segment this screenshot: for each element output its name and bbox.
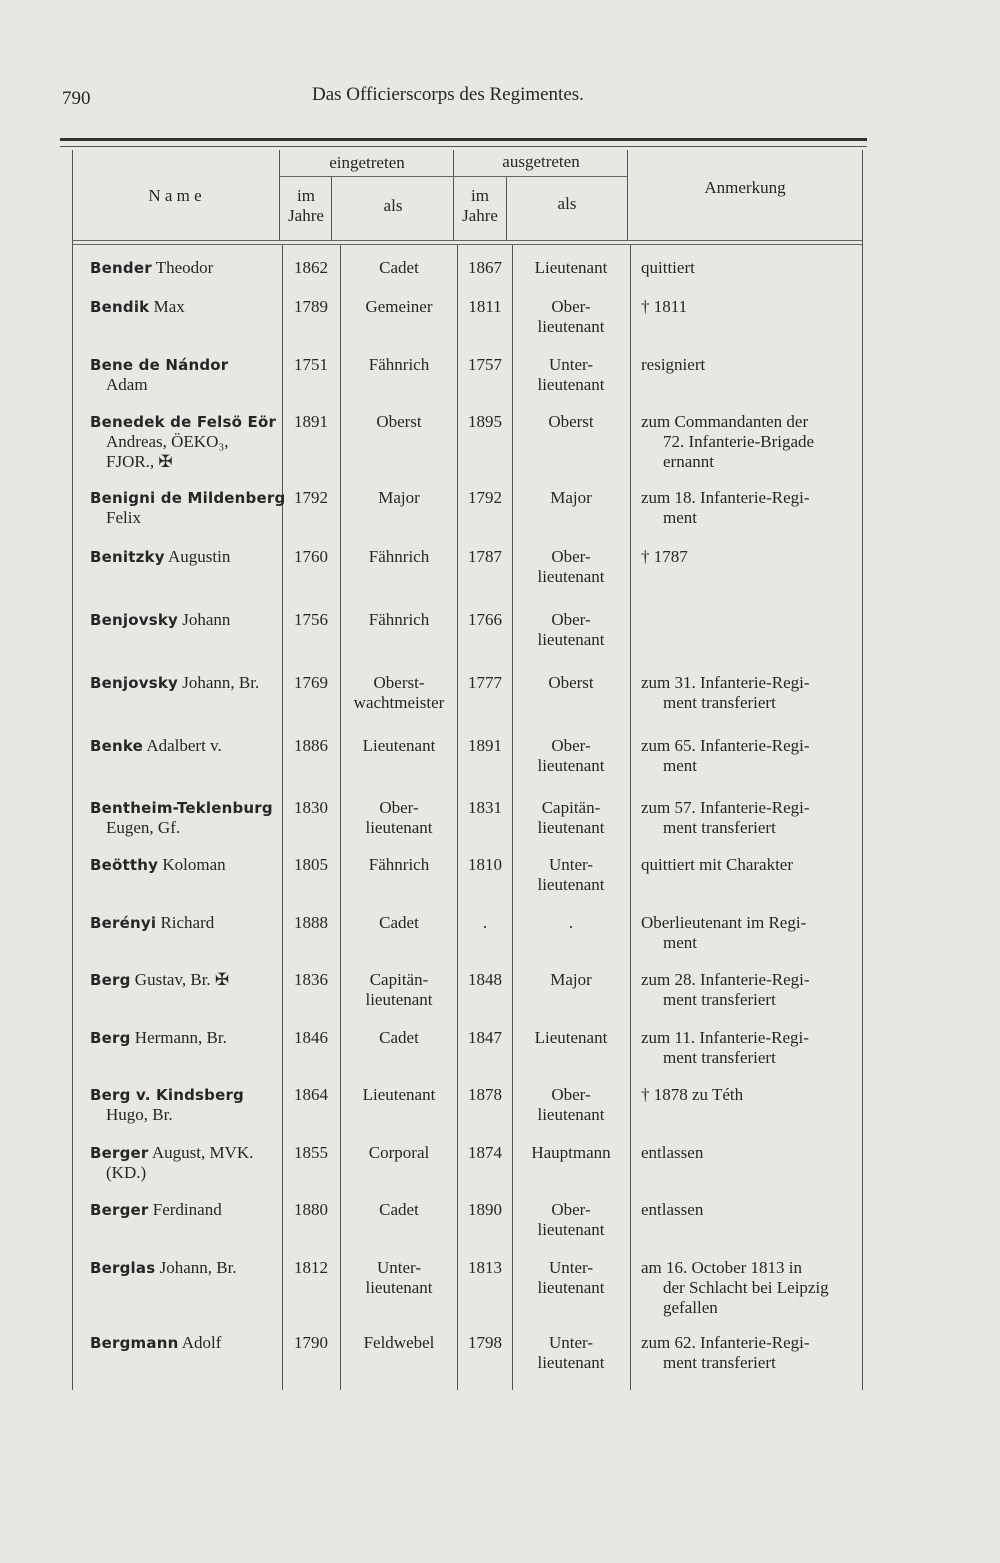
name-line <box>90 855 278 875</box>
surname: Berger <box>90 1201 149 1219</box>
given-name: Richard <box>156 913 215 932</box>
anmerkung-line: zum 18. Infanterie-Regi- <box>641 488 810 507</box>
anmerkung-line: ment transferiert <box>663 1353 776 1372</box>
aus-als-cell <box>513 798 629 838</box>
header-jahre: Jahre <box>462 206 498 225</box>
anmerkung-cell <box>641 355 861 375</box>
ein-als-cell <box>341 297 457 317</box>
ein-als-cell <box>341 1200 457 1220</box>
ein-als-line: Cadet <box>379 913 419 932</box>
ein-als-cell <box>341 488 457 508</box>
aus-jahr-cell: 1847 <box>468 1028 502 1047</box>
anmerkung-line: zum 57. Infanterie-Regi- <box>641 798 810 817</box>
anmerkung-line: gefallen <box>663 1298 718 1317</box>
given-name: Hermann, Br. <box>130 1028 227 1047</box>
name-line-3: FJOR., ✠ <box>106 452 173 471</box>
anmerkung-line: zum 31. Infanterie-Regi- <box>641 673 810 692</box>
anmerkung-cell <box>641 258 861 278</box>
top-rule-thick <box>60 138 867 141</box>
header-subrule <box>279 176 627 177</box>
surname: Berg v. Kindsberg <box>90 1086 244 1104</box>
name-line <box>90 970 278 990</box>
header-aus-als: als <box>557 194 577 213</box>
ein-jahr-cell: 1805 <box>294 855 328 874</box>
aus-als-line: Ober- <box>551 1085 591 1104</box>
anmerkung-cell <box>641 673 861 713</box>
aus-als-cell <box>513 547 629 587</box>
anmerkung-line: † 1811 <box>641 297 688 316</box>
ein-jahr-cell: 1830 <box>294 798 328 817</box>
aus-als-cell <box>513 412 629 432</box>
surname: Bender <box>90 259 152 277</box>
given-name: August, MVK. <box>148 1143 254 1162</box>
ein-als-line: Capitän- <box>369 970 429 989</box>
aus-als-line: Major <box>550 970 592 989</box>
aus-als-line: Ober- <box>551 610 591 629</box>
name-line <box>90 1333 278 1353</box>
anmerkung-line: † 1878 zu Téth <box>641 1085 744 1104</box>
name-cell <box>90 488 286 528</box>
anmerkung-line: ernannt <box>663 452 714 471</box>
surname: Benjovsky <box>90 611 178 629</box>
ein-als-line: lieutenant <box>365 1278 433 1297</box>
aus-als-line: lieutenant <box>537 875 605 894</box>
given-name: Ferdinand <box>148 1200 222 1219</box>
name-cell <box>90 297 278 317</box>
name-cell <box>90 913 278 933</box>
anmerkung-line: zum 62. Infanterie-Regi- <box>641 1333 810 1352</box>
ein-jahr-cell: 1886 <box>294 736 328 755</box>
aus-als-cell <box>513 610 629 650</box>
ein-als-cell <box>341 736 457 756</box>
surname: Berg <box>90 971 131 989</box>
ein-jahr-cell: 1880 <box>294 1200 328 1219</box>
name-line <box>90 913 278 933</box>
ein-jahr-cell: 1789 <box>294 297 328 316</box>
name-cell <box>90 736 278 756</box>
col-divider <box>630 244 631 1390</box>
name-line <box>90 1200 278 1220</box>
ein-als-line: Cadet <box>379 1028 419 1047</box>
aus-jahr-cell: 1874 <box>468 1143 502 1162</box>
ein-als-cell <box>341 547 457 567</box>
name-cell <box>90 855 278 875</box>
anmerkung-cell <box>641 1200 861 1220</box>
name-cell <box>90 1200 278 1220</box>
name-cell <box>90 1028 278 1048</box>
anmerkung-cell <box>641 1085 861 1105</box>
given-name: Koloman <box>158 855 226 874</box>
aus-jahr-cell: 1878 <box>468 1085 502 1104</box>
header-ausgetreten: ausgetreten <box>502 152 580 171</box>
surname: Berényi <box>90 914 157 932</box>
ein-als-line: Cadet <box>379 258 419 277</box>
anmerkung-line: ment <box>663 508 697 527</box>
anmerkung-cell <box>641 297 861 317</box>
aus-als-cell <box>513 913 629 933</box>
page-number: 790 <box>62 88 91 109</box>
aus-als-line: lieutenant <box>537 1220 605 1239</box>
aus-als-line: Capitän- <box>541 798 601 817</box>
aus-als-line: lieutenant <box>537 756 605 775</box>
name-cell <box>90 1333 278 1353</box>
anmerkung-line: ment <box>663 756 697 775</box>
aus-als-line: lieutenant <box>537 1353 605 1372</box>
aus-als-line: Hauptmann <box>531 1143 611 1162</box>
ein-jahr-cell: 1888 <box>294 913 328 932</box>
aus-als-cell <box>513 855 629 895</box>
ein-als-cell <box>341 412 457 432</box>
anmerkung-line: ment <box>663 933 697 952</box>
anmerkung-cell <box>641 547 861 567</box>
aus-als-line: Lieutenant <box>534 258 608 277</box>
aus-als-cell <box>513 1333 629 1373</box>
surname: Benjovsky <box>90 674 178 692</box>
ein-als-line: Fähnrich <box>368 355 430 374</box>
aus-als-cell <box>513 970 629 990</box>
ein-als-line: lieutenant <box>365 990 433 1009</box>
anmerkung-cell <box>641 1333 861 1373</box>
aus-als-line: Unter- <box>548 1333 594 1352</box>
aus-jahr-cell: 1848 <box>468 970 502 989</box>
ein-jahr-cell: 1836 <box>294 970 328 989</box>
surname: Berglas <box>90 1259 156 1277</box>
aus-als-cell <box>513 673 629 693</box>
ein-als-line: Fähnrich <box>368 610 430 629</box>
name-cell <box>90 547 278 567</box>
ein-jahr-cell: 1769 <box>294 673 328 692</box>
anmerkung-cell <box>641 970 861 1010</box>
name-line <box>90 736 278 756</box>
aus-als-line: Ober- <box>551 736 591 755</box>
given-name: Johann <box>178 610 231 629</box>
ein-jahr-cell: 1756 <box>294 610 328 629</box>
name-line-2: Eugen, Gf. <box>106 818 181 837</box>
aus-als-cell <box>513 1085 629 1125</box>
surname: Bendik <box>90 298 150 316</box>
anmerkung-cell <box>641 1143 861 1163</box>
surname: Benke <box>90 737 144 755</box>
ein-als-line: wachtmeister <box>353 693 445 712</box>
anmerkung-cell <box>641 736 861 776</box>
aus-als-cell <box>513 1258 629 1298</box>
name-cell <box>90 1258 278 1278</box>
anmerkung-cell <box>641 412 861 472</box>
aus-jahr-cell: 1867 <box>468 258 502 277</box>
anmerkung-line: zum 65. Infanterie-Regi- <box>641 736 810 755</box>
aus-als-line: lieutenant <box>537 567 605 586</box>
surname: Bentheim-Teklenburg <box>90 799 273 817</box>
aus-jahr-cell: 1777 <box>468 673 502 692</box>
name-line-2: Hugo, Br. <box>106 1105 173 1124</box>
aus-jahr-cell: 1891 <box>468 736 502 755</box>
surname: Benitzky <box>90 548 165 566</box>
name-line <box>90 1028 278 1048</box>
name-cell <box>90 355 278 395</box>
header-aus-jahr <box>454 186 506 226</box>
aus-als-cell <box>513 1143 629 1163</box>
ein-als-line: Major <box>378 488 420 507</box>
given-name: Adalbert v. <box>143 736 222 755</box>
ein-als-line: Feldwebel <box>363 1333 435 1352</box>
surname: Bergmann <box>90 1334 179 1352</box>
running-title: Das Officierscorps des Regimentes. <box>312 84 584 105</box>
anmerkung-line: der Schlacht bei Leipzig <box>663 1278 829 1297</box>
name-line-2: (KD.) <box>106 1163 147 1182</box>
ein-als-line: Lieutenant <box>362 1085 436 1104</box>
aus-jahr-cell: 1766 <box>468 610 502 629</box>
name-line <box>90 297 278 317</box>
anmerkung-line: zum 11. Infanterie-Regi- <box>641 1028 809 1047</box>
header-eingetreten: eingetreten <box>329 153 405 172</box>
surname: Bene de Nándor <box>90 356 229 374</box>
header-anmerkung: Anmerkung <box>704 178 786 197</box>
ein-als-line: Fähnrich <box>368 547 430 566</box>
ein-jahr-cell: 1855 <box>294 1143 328 1162</box>
aus-jahr-cell: . <box>482 913 488 932</box>
ein-jahr-cell: 1790 <box>294 1333 328 1352</box>
ein-als-cell <box>341 1028 457 1048</box>
ein-als-cell <box>341 1258 457 1298</box>
name-cell <box>90 798 278 838</box>
aus-als-cell <box>513 258 629 278</box>
anmerkung-line: entlassen <box>641 1143 704 1162</box>
surname: Berger <box>90 1144 149 1162</box>
aus-jahr-cell: 1811 <box>468 297 502 316</box>
anmerkung-cell <box>641 855 861 875</box>
ein-als-cell <box>341 798 457 838</box>
aus-als-line: lieutenant <box>537 1278 605 1297</box>
given-name: Johann, Br. <box>178 673 260 692</box>
anmerkung-line: am 16. October 1813 in <box>641 1258 802 1277</box>
ein-als-cell <box>341 610 457 630</box>
ein-jahr-cell: 1812 <box>294 1258 328 1277</box>
ein-jahr-cell: 1751 <box>294 355 328 374</box>
name-cell <box>90 1143 278 1183</box>
header-name: N a m e <box>148 186 202 205</box>
ein-als-cell <box>341 1143 457 1163</box>
aus-jahr-cell: 1895 <box>468 412 502 431</box>
aus-als-line: Ober- <box>551 547 591 566</box>
name-line-2: Adam <box>106 375 148 394</box>
name-line <box>90 547 278 567</box>
name-line <box>90 673 278 693</box>
ein-als-line: Corporal <box>368 1143 430 1162</box>
ein-als-cell <box>341 673 457 713</box>
ein-als-line: Lieutenant <box>362 736 436 755</box>
name-line <box>90 610 278 630</box>
ein-als-line: lieutenant <box>365 818 433 837</box>
ein-als-line: Unter- <box>376 1258 422 1277</box>
ein-jahr-cell: 1760 <box>294 547 328 566</box>
ein-jahr-cell: 1864 <box>294 1085 328 1104</box>
aus-jahr-cell: 1798 <box>468 1333 502 1352</box>
given-name: Theodor <box>151 258 214 277</box>
aus-als-cell <box>513 736 629 776</box>
ein-als-cell <box>341 970 457 1010</box>
anmerkung-line: ment transferiert <box>663 1048 776 1067</box>
aus-als-line: Unter- <box>548 1258 594 1277</box>
ein-als-cell <box>341 855 457 875</box>
aus-als-line: Major <box>550 488 592 507</box>
header-jahre: Jahre <box>288 206 324 225</box>
header-ein-als: als <box>383 196 403 215</box>
name-line <box>90 1258 278 1278</box>
aus-jahr-cell: 1813 <box>468 1258 502 1277</box>
ein-als-line: Oberst- <box>373 673 425 692</box>
aus-jahr-cell: 1757 <box>468 355 502 374</box>
top-rule-thin <box>60 146 867 147</box>
anmerkung-line: Oberlieutenant im Regi- <box>641 913 807 932</box>
ein-als-line: Oberst <box>376 412 422 431</box>
name-line <box>90 258 278 278</box>
aus-als-line: lieutenant <box>537 818 605 837</box>
anmerkung-cell <box>641 798 861 838</box>
aus-als-cell <box>513 488 629 508</box>
aus-als-line: Ober- <box>551 297 591 316</box>
header-ein-jahr <box>280 186 332 226</box>
surname: Benigni de Mildenberg <box>90 489 286 507</box>
ein-als-cell <box>341 1333 457 1353</box>
header-rule <box>72 240 862 241</box>
aus-als-cell <box>513 1200 629 1240</box>
given-name: Gustav, Br. ✠ <box>130 970 230 989</box>
anmerkung-line: ment transferiert <box>663 693 776 712</box>
anmerkung-line: ment transferiert <box>663 818 776 837</box>
name-line <box>90 798 278 818</box>
aus-als-line: Lieutenant <box>534 1028 608 1047</box>
aus-jahr-cell: 1810 <box>468 855 502 874</box>
ein-als-line: Gemeiner <box>365 297 433 316</box>
name-cell <box>90 1085 278 1125</box>
surname: Berg <box>90 1029 131 1047</box>
anmerkung-line: 72. Infanterie-Brigade <box>663 432 815 451</box>
aus-als-line: lieutenant <box>537 630 605 649</box>
name-line <box>90 355 278 375</box>
name-cell <box>90 610 278 630</box>
anmerkung-line: entlassen <box>641 1200 704 1219</box>
ein-als-line: Cadet <box>379 1200 419 1219</box>
aus-als-line: Unter- <box>548 355 594 374</box>
aus-als-line: lieutenant <box>537 1105 605 1124</box>
aus-als-line: lieutenant <box>537 375 605 394</box>
aus-als-cell <box>513 1028 629 1048</box>
anmerkung-cell <box>641 1258 861 1318</box>
ein-als-cell <box>341 1085 457 1105</box>
anmerkung-cell <box>641 1028 861 1068</box>
ein-jahr-cell: 1891 <box>294 412 328 431</box>
aus-als-line: Oberst <box>548 673 594 692</box>
name-cell <box>90 673 278 693</box>
anmerkung-line: ment transferiert <box>663 990 776 1009</box>
anmerkung-line: † 1787 <box>641 547 688 566</box>
ein-als-cell <box>341 258 457 278</box>
anmerkung-line: zum Commandanten der <box>641 412 809 431</box>
col-divider <box>72 150 73 1390</box>
ein-als-cell <box>341 355 457 375</box>
given-name: Augustin <box>164 547 231 566</box>
name-line <box>90 1143 278 1163</box>
anmerkung-cell <box>641 488 861 528</box>
anmerkung-line: quittiert <box>641 258 695 277</box>
name-line-2: Felix <box>106 508 141 527</box>
name-line-2: Andreas, ÖEKO₃, <box>106 432 229 451</box>
aus-als-line: lieutenant <box>537 317 605 336</box>
aus-jahr-cell: 1787 <box>468 547 502 566</box>
surname: Benedek de Felsö Eör <box>90 413 277 431</box>
anmerkung-line: quittiert mit Charakter <box>641 855 794 874</box>
anmerkung-line: zum 28. Infanterie-Regi- <box>641 970 810 989</box>
given-name: Adolf <box>178 1333 222 1352</box>
col-divider <box>862 150 863 1390</box>
ein-als-cell <box>341 913 457 933</box>
ein-als-line: Ober- <box>379 798 419 817</box>
aus-als-line: . <box>568 913 574 932</box>
header-rule <box>72 244 862 245</box>
ein-jahr-cell: 1846 <box>294 1028 328 1047</box>
name-line <box>90 1085 278 1105</box>
given-name: Max <box>149 297 185 316</box>
ein-jahr-cell: 1792 <box>294 488 328 507</box>
aus-als-line: Oberst <box>548 412 594 431</box>
header-im: im <box>297 186 315 205</box>
aus-als-cell <box>513 297 629 337</box>
ein-jahr-cell: 1862 <box>294 258 328 277</box>
aus-als-line: Unter- <box>548 855 594 874</box>
aus-jahr-cell: 1792 <box>468 488 502 507</box>
anmerkung-line: resigniert <box>641 355 706 374</box>
name-cell <box>90 258 278 278</box>
header-im: im <box>471 186 489 205</box>
name-line <box>90 488 286 508</box>
aus-jahr-cell: 1890 <box>468 1200 502 1219</box>
anmerkung-cell <box>641 913 861 953</box>
aus-jahr-cell: 1831 <box>468 798 502 817</box>
name-cell <box>90 412 278 472</box>
name-cell <box>90 970 278 990</box>
name-line <box>90 412 278 432</box>
surname: Beötthy <box>90 856 159 874</box>
ein-als-line: Fähnrich <box>368 855 430 874</box>
given-name: Johann, Br. <box>155 1258 237 1277</box>
aus-als-cell <box>513 355 629 395</box>
aus-als-line: Ober- <box>551 1200 591 1219</box>
